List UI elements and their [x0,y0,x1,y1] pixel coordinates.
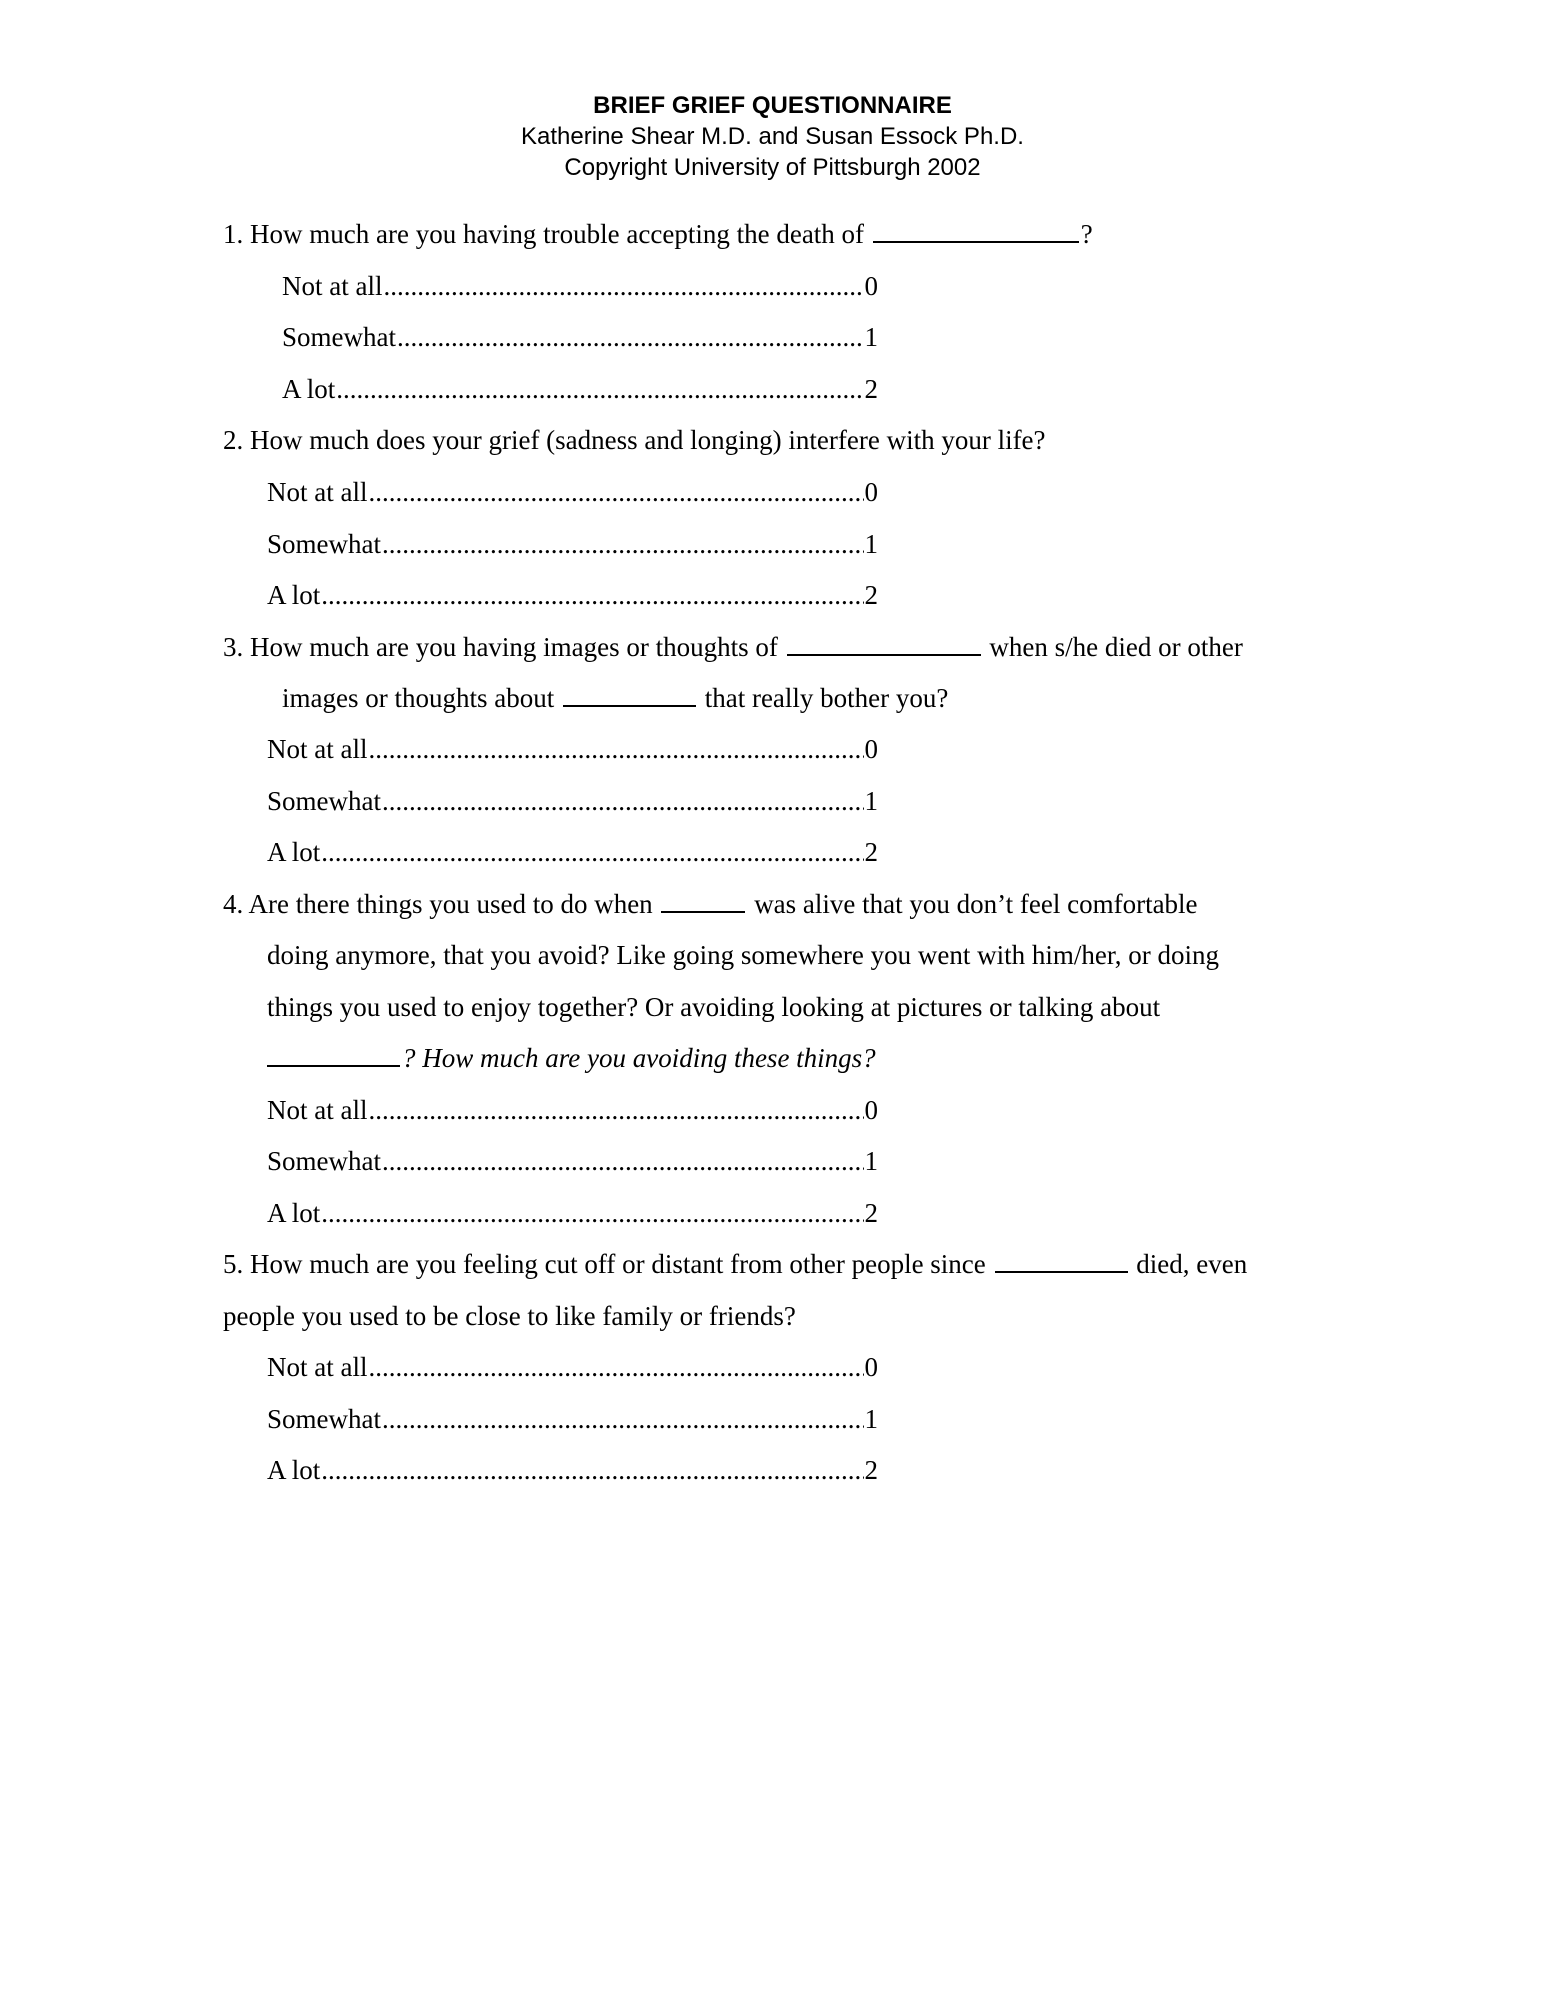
option-row: Somewhat ..... 1 [267,784,878,818]
name-blank [873,219,1079,243]
option-row: Not at all ..... 0 [267,1093,878,1127]
question-4-text-continued: doing anymore, that you avoid? Like going somewhere you went with him/her, or doing [267,940,1219,970]
name-blank [661,889,745,913]
question-3-text: 3. How much are you having images or thoughts of when s/he died or other [223,632,1243,662]
document-copyright: Copyright University of Pittsburgh 2002 [564,154,981,181]
name-blank [267,1043,400,1067]
option-row: Not at all ..... 0 [282,269,878,303]
option-row: Somewhat ..... 1 [267,1402,878,1436]
document-authors: Katherine Shear M.D. and Susan Essock Ph.D. [521,123,1024,150]
option-row: A lot ..... 2 [282,372,878,406]
document-title: BRIEF GRIEF QUESTIONNAIRE [593,92,952,119]
option-row: Not at all ..... 0 [267,1350,878,1384]
option-row: Not at all ..... 0 [267,732,878,766]
question-4-text: 4. Are there things you used to do when was alive that you don’t feel comfortable [223,889,1198,919]
question-4-text-continued: ? How much are you avoiding these things? [267,1041,876,1075]
option-row: Somewhat ..... 1 [267,1144,878,1178]
option-row: Not at all ..... 0 [267,475,878,509]
question-5-text-continued: people you used to be close to like family or friends? [223,1301,796,1331]
question-3-text-continued: images or thoughts about that really bother you? [282,683,949,713]
option-row: A lot ..... 2 [267,1453,878,1487]
option-row: Somewhat ..... 1 [282,320,878,354]
name-blank [995,1249,1128,1273]
option-row: Somewhat ..... 1 [267,527,878,561]
option-row: A lot ..... 2 [267,1196,878,1230]
question-4-text-continued: things you used to enjoy together? Or avoiding looking at pictures or talking about [267,992,1161,1022]
question-2-text: 2. How much does your grief (sadness and longing) interfere with your life? [223,425,1046,455]
name-blank [787,632,981,656]
option-row: A lot ..... 2 [267,835,878,869]
question-1-text: 1. How much are you having trouble accepting the death of ? [223,219,1093,249]
question-5-text: 5. How much are you feeling cut off or distant from other people since died, even [223,1249,1248,1279]
name-blank [563,683,696,707]
document-header [0,90,1545,183]
option-row: A lot ..... 2 [267,578,878,612]
